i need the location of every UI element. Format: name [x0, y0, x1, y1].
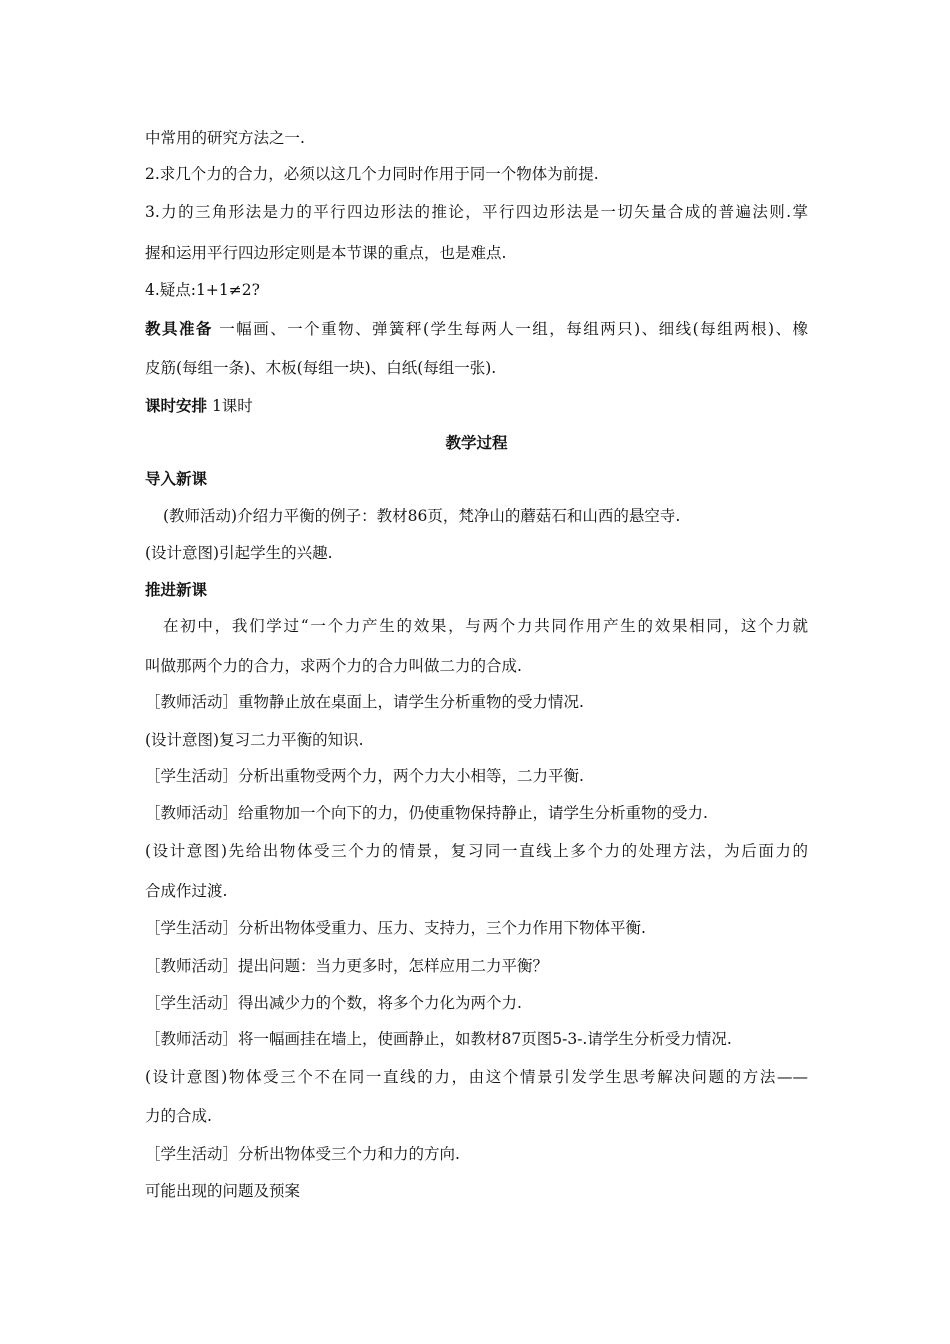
text-line: ［教师活动］给重物加一个向下的力，仍使重物保持静止，请学生分析重物的受力. [145, 804, 708, 822]
text-line: 在初中，我们学过“一个力产生的效果，与两个力共同作用产生的效果相同，这个力就 [163, 617, 808, 635]
text-line: 皮筋(每组一条)、木板(每组一块)、白纸(每组一张). [145, 359, 497, 377]
schedule-line [145, 396, 253, 416]
text-line: 叫做那两个力的合力，求两个力的合力叫做二力的合成. [145, 657, 522, 675]
section-title: 教学过程 [445, 434, 508, 452]
text-line: 合成作过渡. [145, 882, 228, 900]
text-line: (设计意图)先给出物体受三个力的情景，复习同一直线上多个力的处理方法，为后面力的 [145, 842, 808, 860]
text-line: ［教师活动］重物静止放在桌面上，请学生分析重物的受力情况. [145, 693, 584, 711]
text-line: (设计意图)复习二力平衡的知识. [145, 731, 364, 749]
equipment-line [145, 319, 808, 339]
text-line: 3.力的三角形法是力的平行四边形法的推论，平行四边形法是一切矢量合成的普遍法则.掌 [145, 203, 808, 221]
section-heading: 导入新课 [145, 470, 208, 488]
text-line: ［学生活动］分析出物体受重力、压力、支持力，三个力作用下物体平衡. [145, 919, 646, 937]
text-line: (设计意图)引起学生的兴趣. [145, 544, 333, 562]
text-line: 可能出现的问题及预案 [145, 1182, 301, 1200]
text-line: ［学生活动］分析出物体受三个力和力的方向. [145, 1145, 460, 1163]
equipment-text: 一幅画、一个重物、弹簧秤(学生每两人一组，每组两只)、细线(每组两根)、橡 [212, 320, 808, 338]
text-line: ［学生活动］分析出重物受两个力，两个力大小相等，二力平衡. [145, 767, 584, 785]
text-line: 中常用的研究方法之一. [145, 129, 305, 147]
text-line: (教师活动)介绍力平衡的例子：教材86页，梵净山的蘑菇石和山西的悬空寺. [163, 507, 681, 525]
text-line: 力的合成. [145, 1107, 212, 1125]
schedule-label: 课时安排 [145, 397, 208, 415]
text-line: 2.求几个力的合力，必须以这几个力同时作用于同一个物体为前提. [145, 165, 599, 183]
text-line: 4.疑点:1+1≠2? [145, 281, 260, 299]
text-line: 握和运用平行四边形定则是本节课的重点，也是难点. [145, 244, 507, 262]
text-line: ［教师活动］将一幅画挂在墙上，使画静止，如教材87页图5-3-.请学生分析受力情况. [145, 1030, 732, 1048]
text-line: (设计意图)物体受三个不在同一直线的力，由这个情景引发学生思考解决问题的方法—— [145, 1068, 808, 1086]
schedule-text: 1课时 [207, 397, 253, 415]
text-line: ［学生活动］得出减少力的个数，将多个力化为两个力. [145, 994, 522, 1012]
text-line: ［教师活动］提出问题：当力更多时，怎样应用二力平衡？ [145, 957, 549, 975]
section-heading: 推进新课 [145, 581, 208, 599]
equipment-label: 教具准备 [145, 320, 213, 338]
